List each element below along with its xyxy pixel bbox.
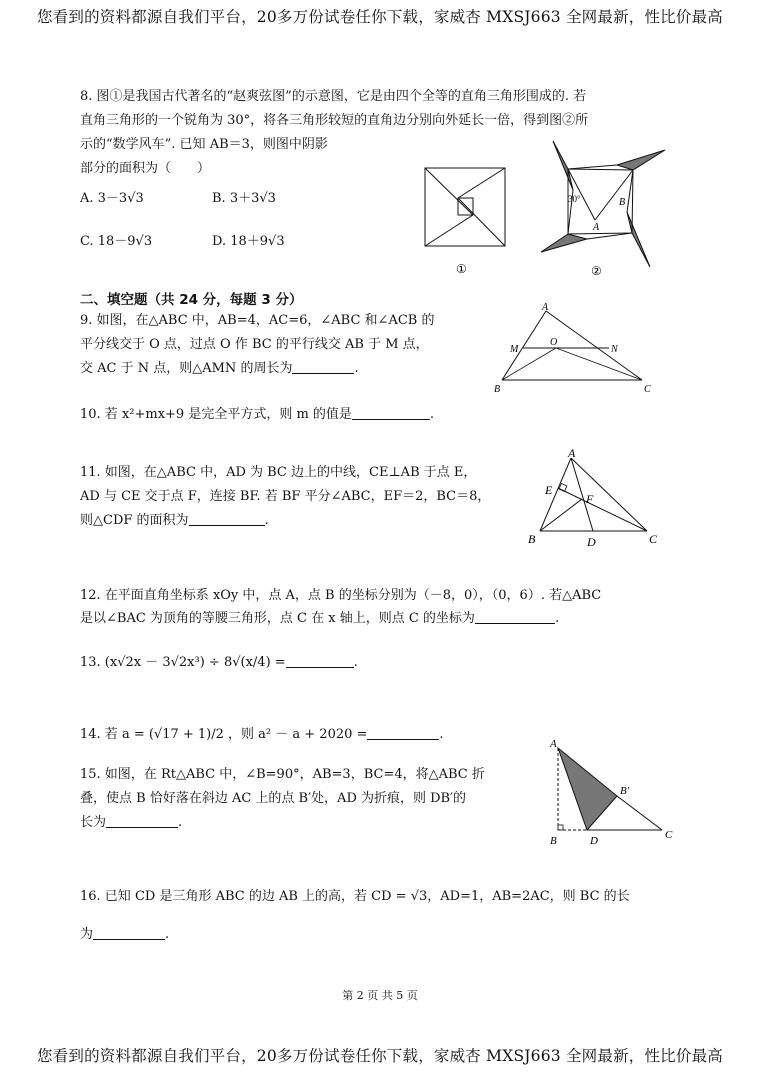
q9-label-n: N [611, 344, 618, 355]
q14-expression: 14. 若 a = (√17 + 1)/2 ，则 a² － a + 2020 = [80, 727, 368, 742]
q8-option-d[interactable]: D. 18＋9√3 [212, 234, 285, 249]
q11-label-d: D [587, 535, 596, 549]
q10-line [80, 402, 434, 428]
q8-line-3: 示的“数学风车”. 已知 AB＝3，则图中阴影 [80, 137, 328, 152]
q8-line-1: 8. 图①是我国古代著名的“赵爽弦图”的示意图，它是由四个全等的直角三角形围成的. 若 [80, 89, 587, 104]
q8-figure-2-angle: 30° [568, 194, 581, 204]
q15-end: . [178, 815, 183, 830]
q9-label-b: B [494, 384, 501, 395]
q9-figure [490, 300, 660, 400]
q15-figure [540, 732, 680, 852]
q8-figure-2-label-b: B [619, 197, 626, 208]
q11-line-3-text: 则△CDF 的面积为 [80, 513, 189, 528]
q14-line [80, 722, 444, 748]
q16-answer-blank[interactable] [93, 926, 165, 940]
q14-end: . [439, 727, 444, 742]
q11-answer-blank[interactable] [189, 512, 265, 526]
q16-line-2 [80, 922, 169, 948]
q16-line-2-text: 为 [80, 927, 94, 942]
q14-answer-blank[interactable] [367, 726, 439, 740]
q13-line [80, 650, 358, 676]
q8-figure-1 [415, 160, 515, 280]
q8-figure-1-label: ① [456, 262, 467, 276]
q9-label-o: O [550, 337, 558, 348]
q12-answer-blank[interactable] [475, 610, 555, 624]
q9-label-c: C [644, 384, 651, 395]
q15-line-1: 15. 如图，在 Rt△ABC 中，∠B=90°，AB=3，BC=4，将△ABC 折 [80, 767, 485, 782]
q16-line-1: 16. 已知 CD 是三角形 ABC 的边 AB 上的高，若 CD = √3，AD=1，AB=2AC，则 BC 的长 [80, 889, 630, 904]
q12-line-2-text: 是以∠BAC 为顶角的等腰三角形，点 C 在 x 轴上，则点 C 的坐标为 [80, 611, 475, 626]
q8-figure-2-label: ② [591, 264, 602, 278]
q8-option-b[interactable]: B. 3＋3√3 [212, 191, 276, 206]
q11-end: . [264, 513, 269, 528]
q11-line-3 [80, 508, 269, 534]
q9-answer-blank[interactable] [292, 360, 354, 374]
q11-label-b: B [528, 532, 536, 546]
q15-line-3-text: 长为 [80, 815, 107, 830]
promo-banner-top: 您看到的资料都源自我们平台，20多万份试卷任你下载，家威杏 MXSJ663 全网最新，性比价最高 [36, 8, 723, 26]
q16-end: . [165, 927, 170, 942]
q11-label-e: E [545, 483, 553, 497]
q11-label-f: F [586, 492, 594, 506]
q13-answer-blank[interactable] [286, 654, 354, 668]
q11-label-c: C [649, 532, 658, 546]
q11-figure [525, 445, 670, 553]
q12-end: . [554, 611, 560, 626]
q8-figure-2-label-a: A [593, 222, 600, 233]
section-fill-in-header: 二、填空题（共 24 分，每题 3 分） [80, 292, 303, 308]
q15-answer-blank[interactable] [106, 814, 178, 828]
q15-label-c: C [665, 829, 673, 841]
q13-expression: 13. (x√2x － 3√2x³) ÷ 8√(x/4) = [80, 655, 286, 670]
q10-text: 10. 若 x²+mx+9 是完全平方式，则 m 的值是 [80, 407, 352, 422]
q15-label-a: A [550, 738, 557, 750]
q9-line-3-text: 交 AC 于 N 点，则△AMN 的周长为 [80, 361, 293, 376]
q11-label-a: A [568, 446, 576, 460]
q15-line-3 [80, 810, 182, 836]
q9-line-1: 9. 如图，在△ABC 中，AB=4，AC=6，∠ABC 和∠ACB 的 [80, 313, 435, 328]
q15-line-2: 叠，使点 B 恰好落在斜边 AC 上的点 B′处，AD 为折痕，则 DB′的 [80, 791, 467, 806]
q12-line-2 [80, 606, 559, 632]
q11-line-2: AD 与 CE 交于点 F，连接 BF. 若 BF 平分∠ABC，EF＝2，BC＝8， [80, 489, 491, 504]
q10-answer-blank[interactable] [352, 406, 430, 420]
q8-option-c[interactable]: C. 18－9√3 [80, 234, 153, 249]
q15-label-b: B [550, 835, 557, 847]
q13-end: . [353, 655, 358, 670]
page-footer: 第 2 页 共 5 页 [342, 989, 418, 1002]
q11-line-1: 11. 如图，在△ABC 中，AD 为 BC 边上的中线，CE⊥AB 于点 E， [80, 465, 477, 480]
q12-line-1: 12. 在平面直角坐标系 xOy 中，点 A，点 B 的坐标分别为（－8，0），（0，6）. 若△ABC [80, 588, 602, 603]
q15-label-d: D [590, 835, 598, 847]
q9-end: . [354, 361, 359, 376]
q8-option-a[interactable]: A. 3－3√3 [80, 191, 144, 206]
q8-line-2: 直角三角形的一个锐角为 30°，将各三角形较短的直角边分别向外延长一倍，得到图②所 [80, 113, 589, 128]
q9-line-3 [80, 356, 359, 382]
q9-line-2: 平分线交于 O 点，过点 O 作 BC 的平行线交 AB 于 M 点， [80, 337, 429, 352]
q9-label-a: A [542, 302, 549, 313]
q9-label-m: M [510, 344, 519, 355]
q15-label-b-prime: B′ [620, 785, 630, 797]
q8-figure-2 [535, 136, 670, 281]
q10-end: . [429, 407, 435, 422]
q8-line-4: 部分的面积为（ ） [80, 161, 211, 176]
promo-banner-bottom: 您看到的资料都源自我们平台，20多万份试卷任你下载，家威杏 MXSJ663 全网最新，性比价最高 [36, 1047, 723, 1065]
